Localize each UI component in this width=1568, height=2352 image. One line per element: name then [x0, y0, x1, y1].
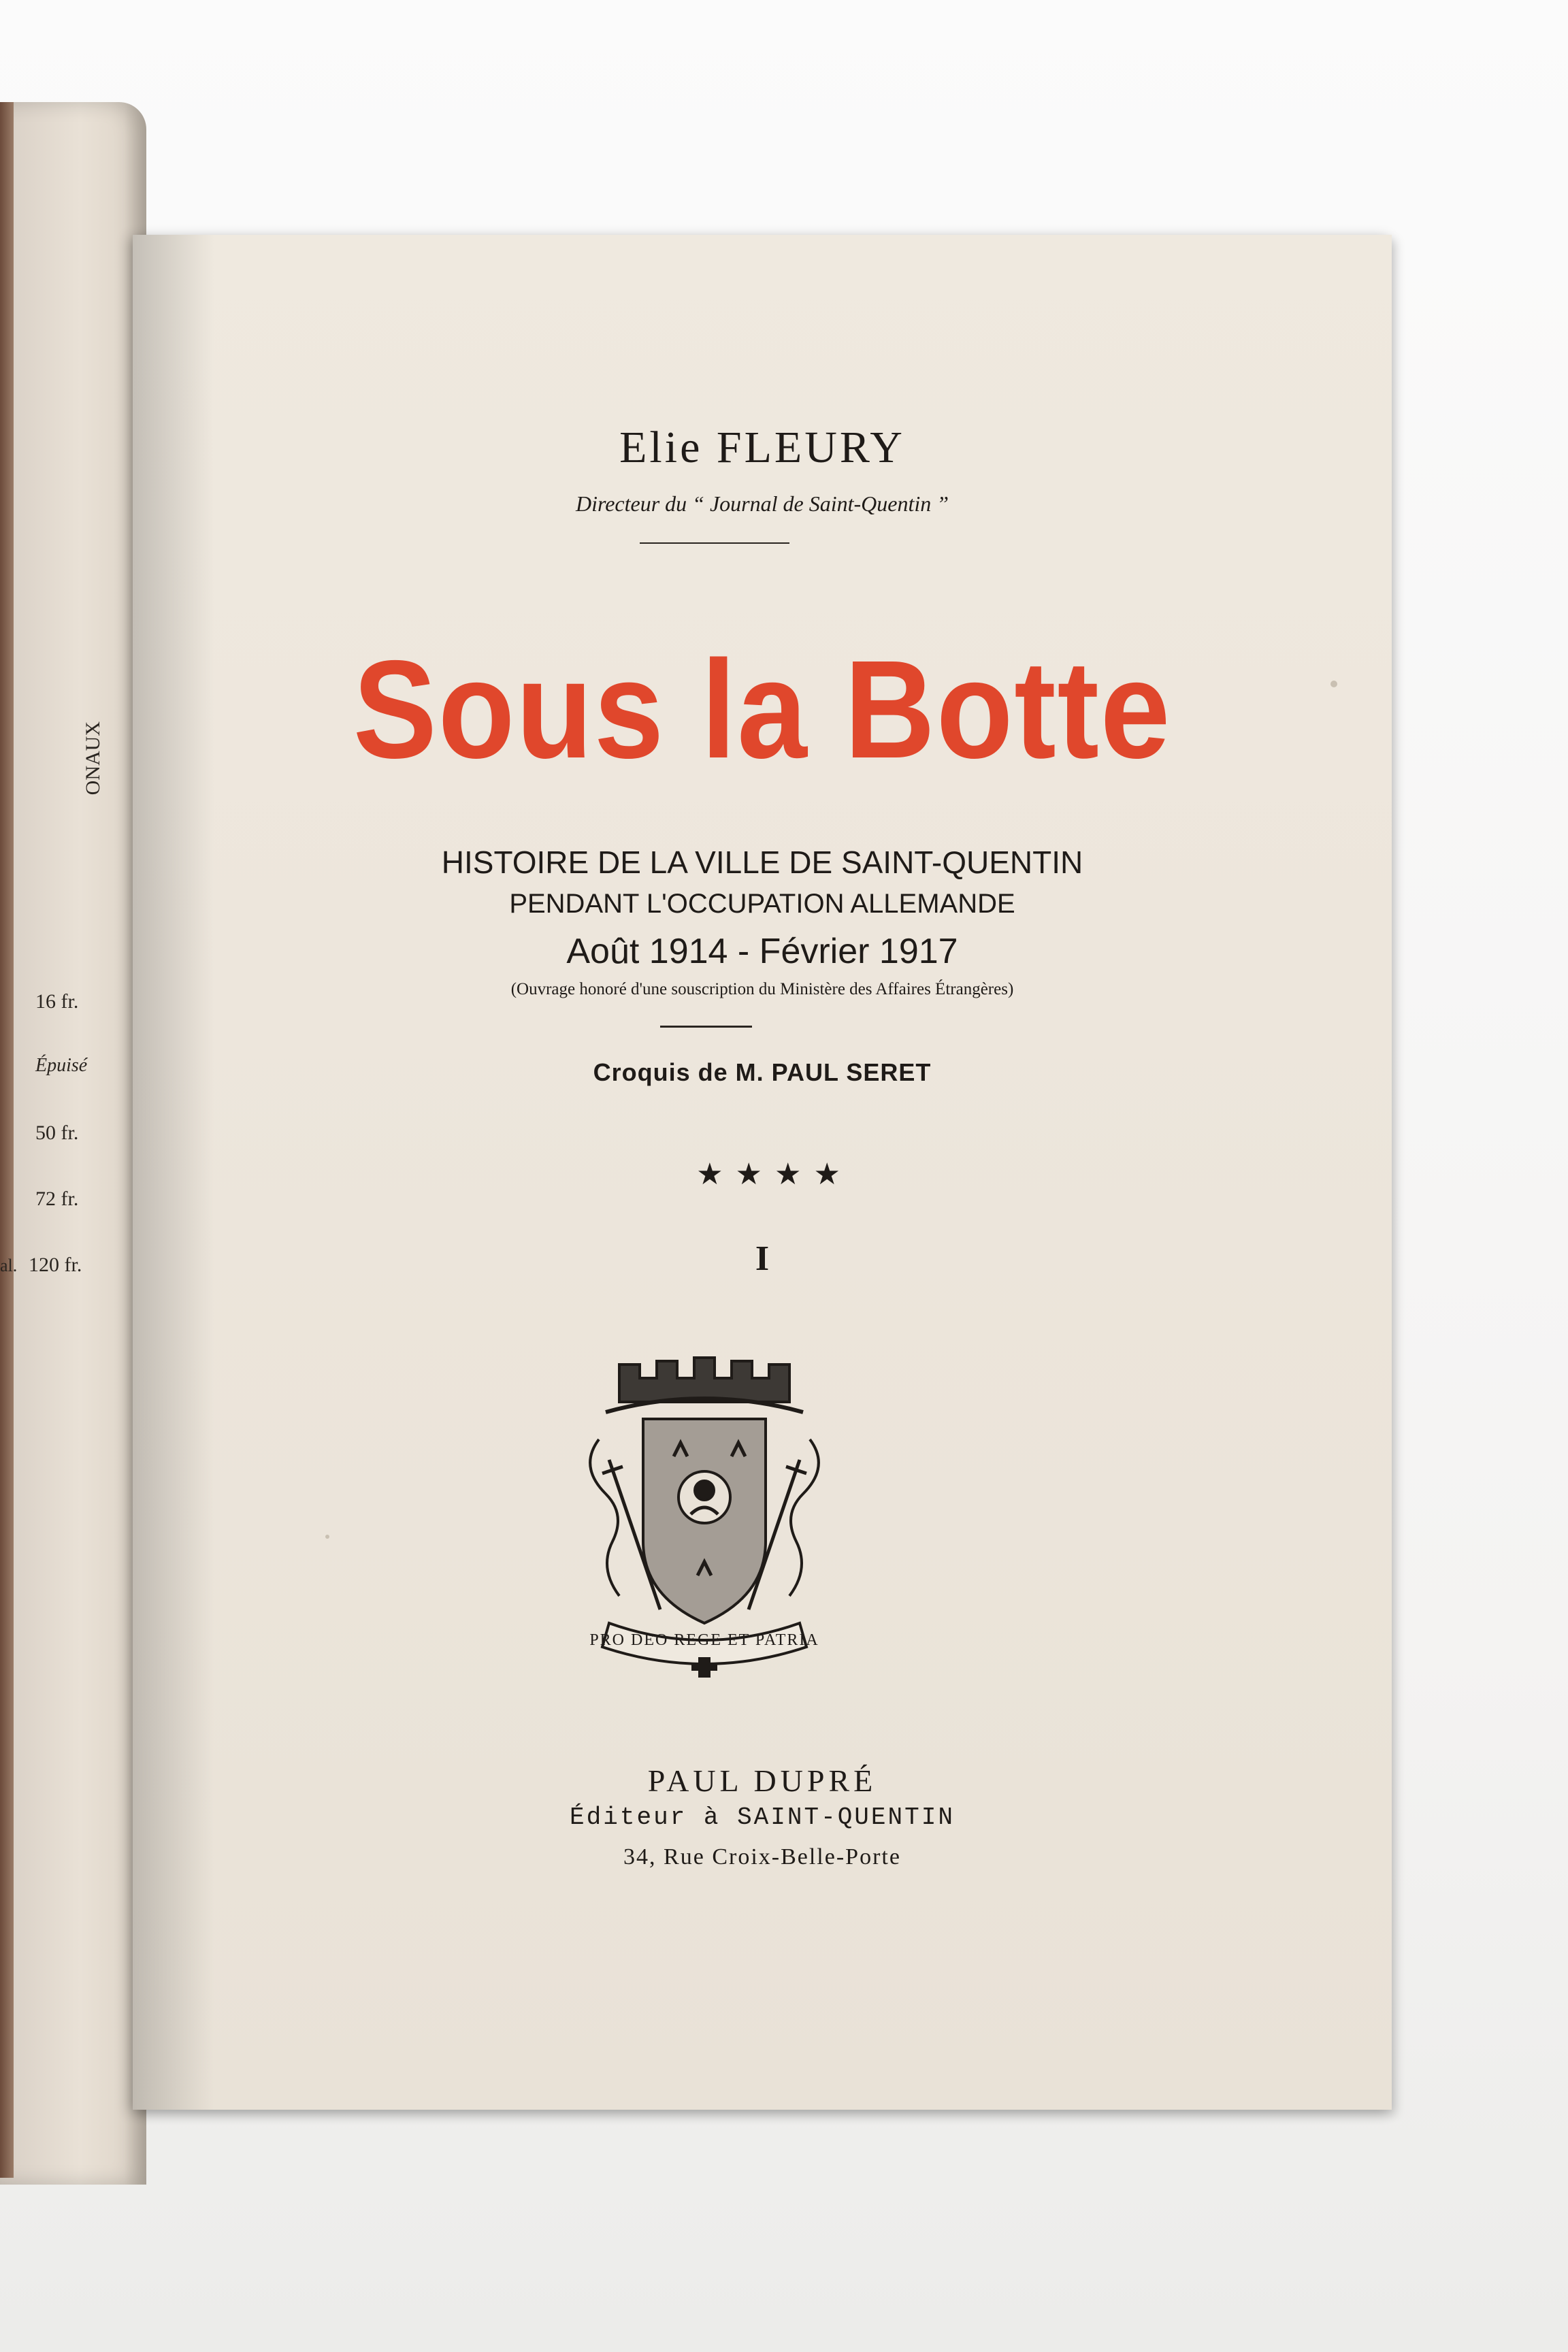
subtitle-line-2: PENDANT L'OCCUPATION ALLEMANDE [509, 889, 1015, 919]
author-role: Directeur du “ Journal de Saint-Quentin ” [575, 491, 949, 516]
illustrator-credit: Croquis de M. PAUL SERET [593, 1058, 932, 1086]
left-book-edge [0, 102, 14, 2178]
subtitle-line-1: HISTOIRE DE LA VILLE DE SAINT-QUENTIN [441, 845, 1083, 880]
left-price: 120 fr. [29, 1254, 82, 1276]
left-price: 16 fr. [35, 990, 79, 1013]
publisher-address: 34, Rue Croix-Belle-Porte [623, 1844, 901, 1869]
left-price: 50 fr. [35, 1122, 79, 1144]
paper-speck [325, 1535, 329, 1539]
honor-note: (Ouvrage honoré d'une souscription du Ministère des Affaires Étrangères) [510, 980, 1014, 998]
left-header-fragment: ONAUX [82, 721, 104, 796]
book-title: Sous la Botte [353, 632, 1172, 787]
coat-of-arms-emblem [578, 1337, 830, 1678]
author-name: Elie FLEURY [619, 423, 905, 472]
left-price-prefix: al. [0, 1256, 18, 1275]
publisher-role: Éditeur à SAINT-QUENTIN [570, 1803, 955, 1831]
left-price: Épuisé [35, 1055, 88, 1076]
motto-text: PRO DEO REGE ET PATRIA [589, 1631, 819, 1649]
divider-rule [660, 1026, 752, 1028]
left-price: 72 fr. [35, 1188, 79, 1210]
divider-rule [640, 542, 789, 544]
publisher-name: PAUL DUPRÉ [647, 1763, 877, 1798]
paper-speck [1330, 681, 1337, 687]
date-range: Août 1914 - Février 1917 [566, 932, 958, 971]
volume-number: I [755, 1239, 770, 1278]
ornament-stars: ★★★★ [696, 1158, 853, 1191]
